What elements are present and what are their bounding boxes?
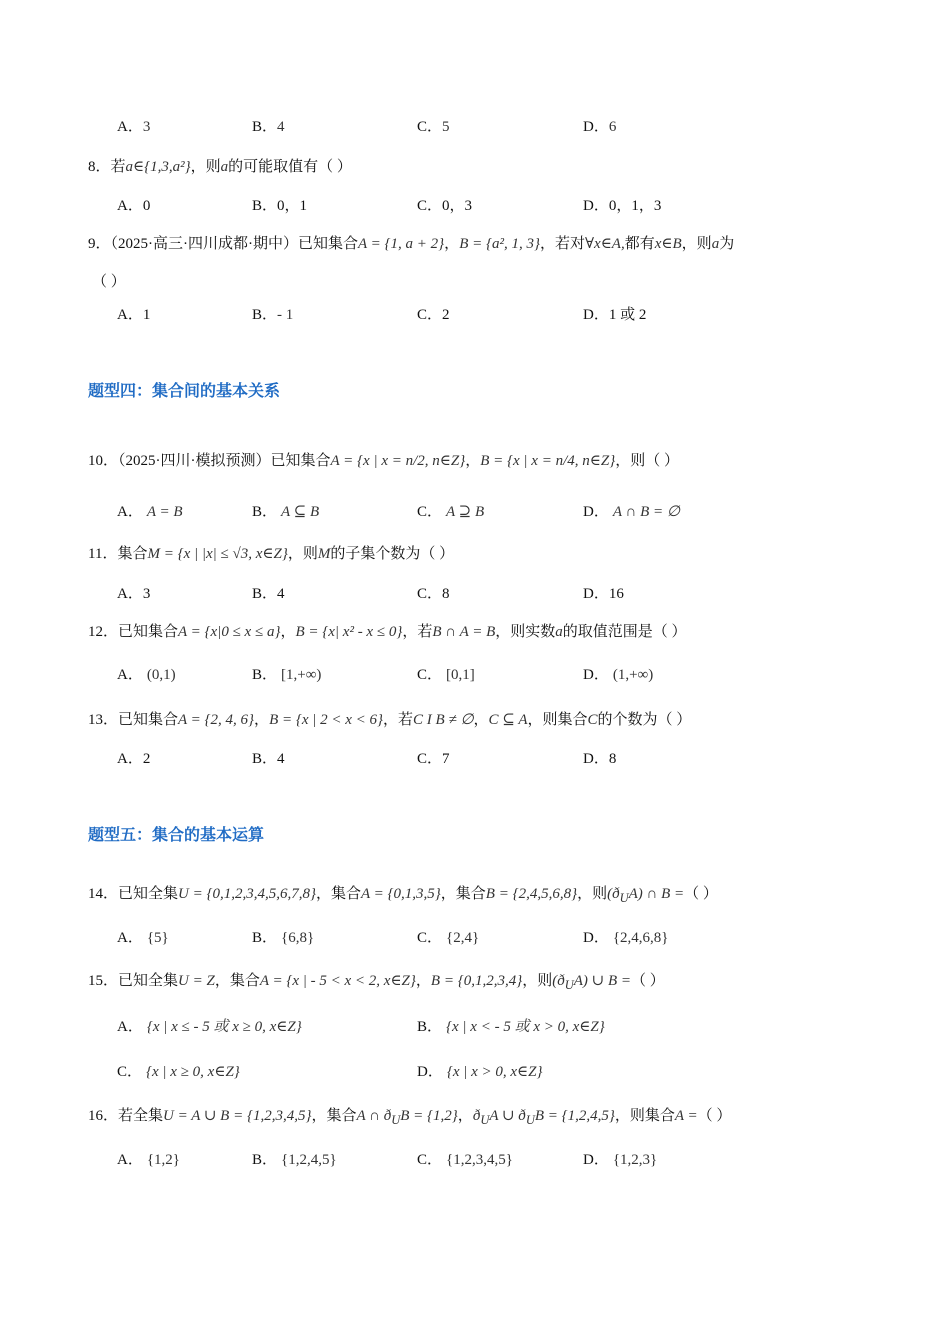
question-13: 13．已知集合A = {2, 4, 6}，B = {x | 2 < x < 6}，若C I B ≠ ∅，C ⊆ A，则集合C的个数为（ ） [88,712,692,728]
q9-options [117,305,910,327]
option-b[interactable]: B．- 1 [252,307,294,323]
option-b[interactable]: B． {x | x < - 5 或 x > 0, x∈Z} [417,1019,605,1035]
option-d[interactable]: D．6 [583,119,617,135]
option-a[interactable]: A． A = B [117,504,183,520]
question-number: 10． [88,453,119,469]
option-d[interactable]: D． A ∩ B = ∅ [583,504,680,520]
option-c[interactable]: C．2 [417,307,450,323]
question-number: 11． [88,546,118,562]
question-10: 10．（2025·四川·模拟预测）已知集合A = {x | x = n/2, n∈Z}，B = {x | x = n/4, n∈Z}，则（ ） [88,453,679,469]
option-b[interactable]: B． {1,2,4,5} [252,1152,337,1168]
question-16: 16．若全集U = A ∪ B = {1,2,3,4,5}，集合A ∩ $ð_UB = \{1,2\}$，$ð_UA$ ∪ $ð_UB = \{1,2,4,5\}$，则集合A =（ ） [88,1108,732,1127]
question-15: 15．已知全集U = Z，集合A = {x | - 5 < x < 2, x∈Z}，B = {0,1,2,3,4}，则$(ð_UA)$ ∪ B =（ ） [88,973,665,992]
option-d[interactable]: D．8 [583,751,617,767]
option-b[interactable]: B．4 [252,586,285,602]
option-a[interactable]: A． {5} [117,930,169,946]
question-number: 9． [88,236,111,252]
option-a[interactable]: A．2 [117,751,151,767]
option-c[interactable]: C． {1,2,3,4,5} [417,1152,513,1168]
question-8: 8．若a∈{1,3,a²}，则a的可能取值有（ ） [88,159,352,175]
q8-options [117,196,910,218]
section-heading: 题型四：集合间的基本关系 [88,381,281,400]
option-c[interactable]: C．0，3 [417,198,473,214]
q14-options [117,928,910,950]
option-a[interactable]: A． (0,1) [117,667,176,683]
option-b[interactable]: B．4 [252,119,285,135]
question-number: 14． [88,886,119,902]
question-9-continued: （ ） [92,274,126,290]
option-d[interactable]: D． (1,+∞) [583,667,654,683]
option-c[interactable]: C．7 [417,751,450,767]
option-b[interactable]: B．0，1 [252,198,308,214]
question-number: 15． [88,973,119,989]
option-a[interactable]: A．3 [117,586,151,602]
option-c[interactable]: C．5 [417,119,450,135]
option-d[interactable]: D． {1,2,3} [583,1152,658,1168]
option-b[interactable]: B．4 [252,751,285,767]
option-b[interactable]: B． A ⊆ B [252,504,320,520]
option-c[interactable]: C． {x | x ≥ 0, x∈Z} [117,1064,240,1080]
question-14: 14．已知全集U = {0,1,2,3,4,5,6,7,8}，集合A = {0,1,3,5}，集合B = {2,4,5,6,8}，则$(ð_UA)$ ∩ B =（ ） [88,886,718,905]
option-a[interactable]: A．0 [117,198,151,214]
question-number: 12． [88,624,119,640]
option-b[interactable]: B． {6,8} [252,930,315,946]
q16-options [117,1150,910,1172]
question-9: 9．（2025·高三·四川成都·期中）已知集合A = {1, a + 2}，B = {a², 1, 3}，若对∀x∈A,都有x∈B，则a为 [88,236,735,252]
q7-options [117,117,910,139]
question-number: 13． [88,712,119,728]
section-heading: 题型五：集合的基本运算 [88,825,265,844]
option-a[interactable]: A．1 [117,307,151,323]
q15-options-row1 [117,1017,910,1039]
option-c[interactable]: C． A ⊇ B [417,504,485,520]
option-d[interactable]: D．1 或 2 [583,307,647,323]
question-number: 16． [88,1108,119,1124]
option-a[interactable]: A．3 [117,119,151,135]
q12-options [117,665,910,687]
option-b[interactable]: B． [1,+∞) [252,667,322,683]
question-12: 12．已知集合A = {x|0 ≤ x ≤ a}，B = {x| x² - x ≤ 0}，若B ∩ A = B，则实数a的取值范围是（ ） [88,624,687,640]
option-a[interactable]: A． {1,2} [117,1152,180,1168]
question-source: （2025·四川·模拟预测） [118,453,271,469]
option-d[interactable]: D． {x | x > 0, x∈Z} [417,1064,543,1080]
question-11: 11．集合M = {x | |x| ≤ √3, x∈Z}，则M的子集个数为（ ） [88,546,455,562]
option-d[interactable]: D．16 [583,586,624,602]
option-c[interactable]: C． [0,1] [417,667,475,683]
question-number: 8． [88,159,111,175]
math-expr: a∈{1,3,a²} [125,159,191,175]
question-source: （2025·高三·四川成都·期中） [110,236,299,252]
option-d[interactable]: D． {2,4,6,8} [583,930,669,946]
q15-options-row2 [117,1062,910,1084]
q13-options [117,749,910,771]
option-c[interactable]: C．8 [417,586,450,602]
option-a[interactable]: A． {x | x ≤ - 5 或 x ≥ 0, x∈Z} [117,1019,302,1035]
q11-options [117,584,910,606]
option-c[interactable]: C． {2,4} [417,930,480,946]
q10-options [117,502,910,524]
option-d[interactable]: D．0，1，3 [583,198,662,214]
